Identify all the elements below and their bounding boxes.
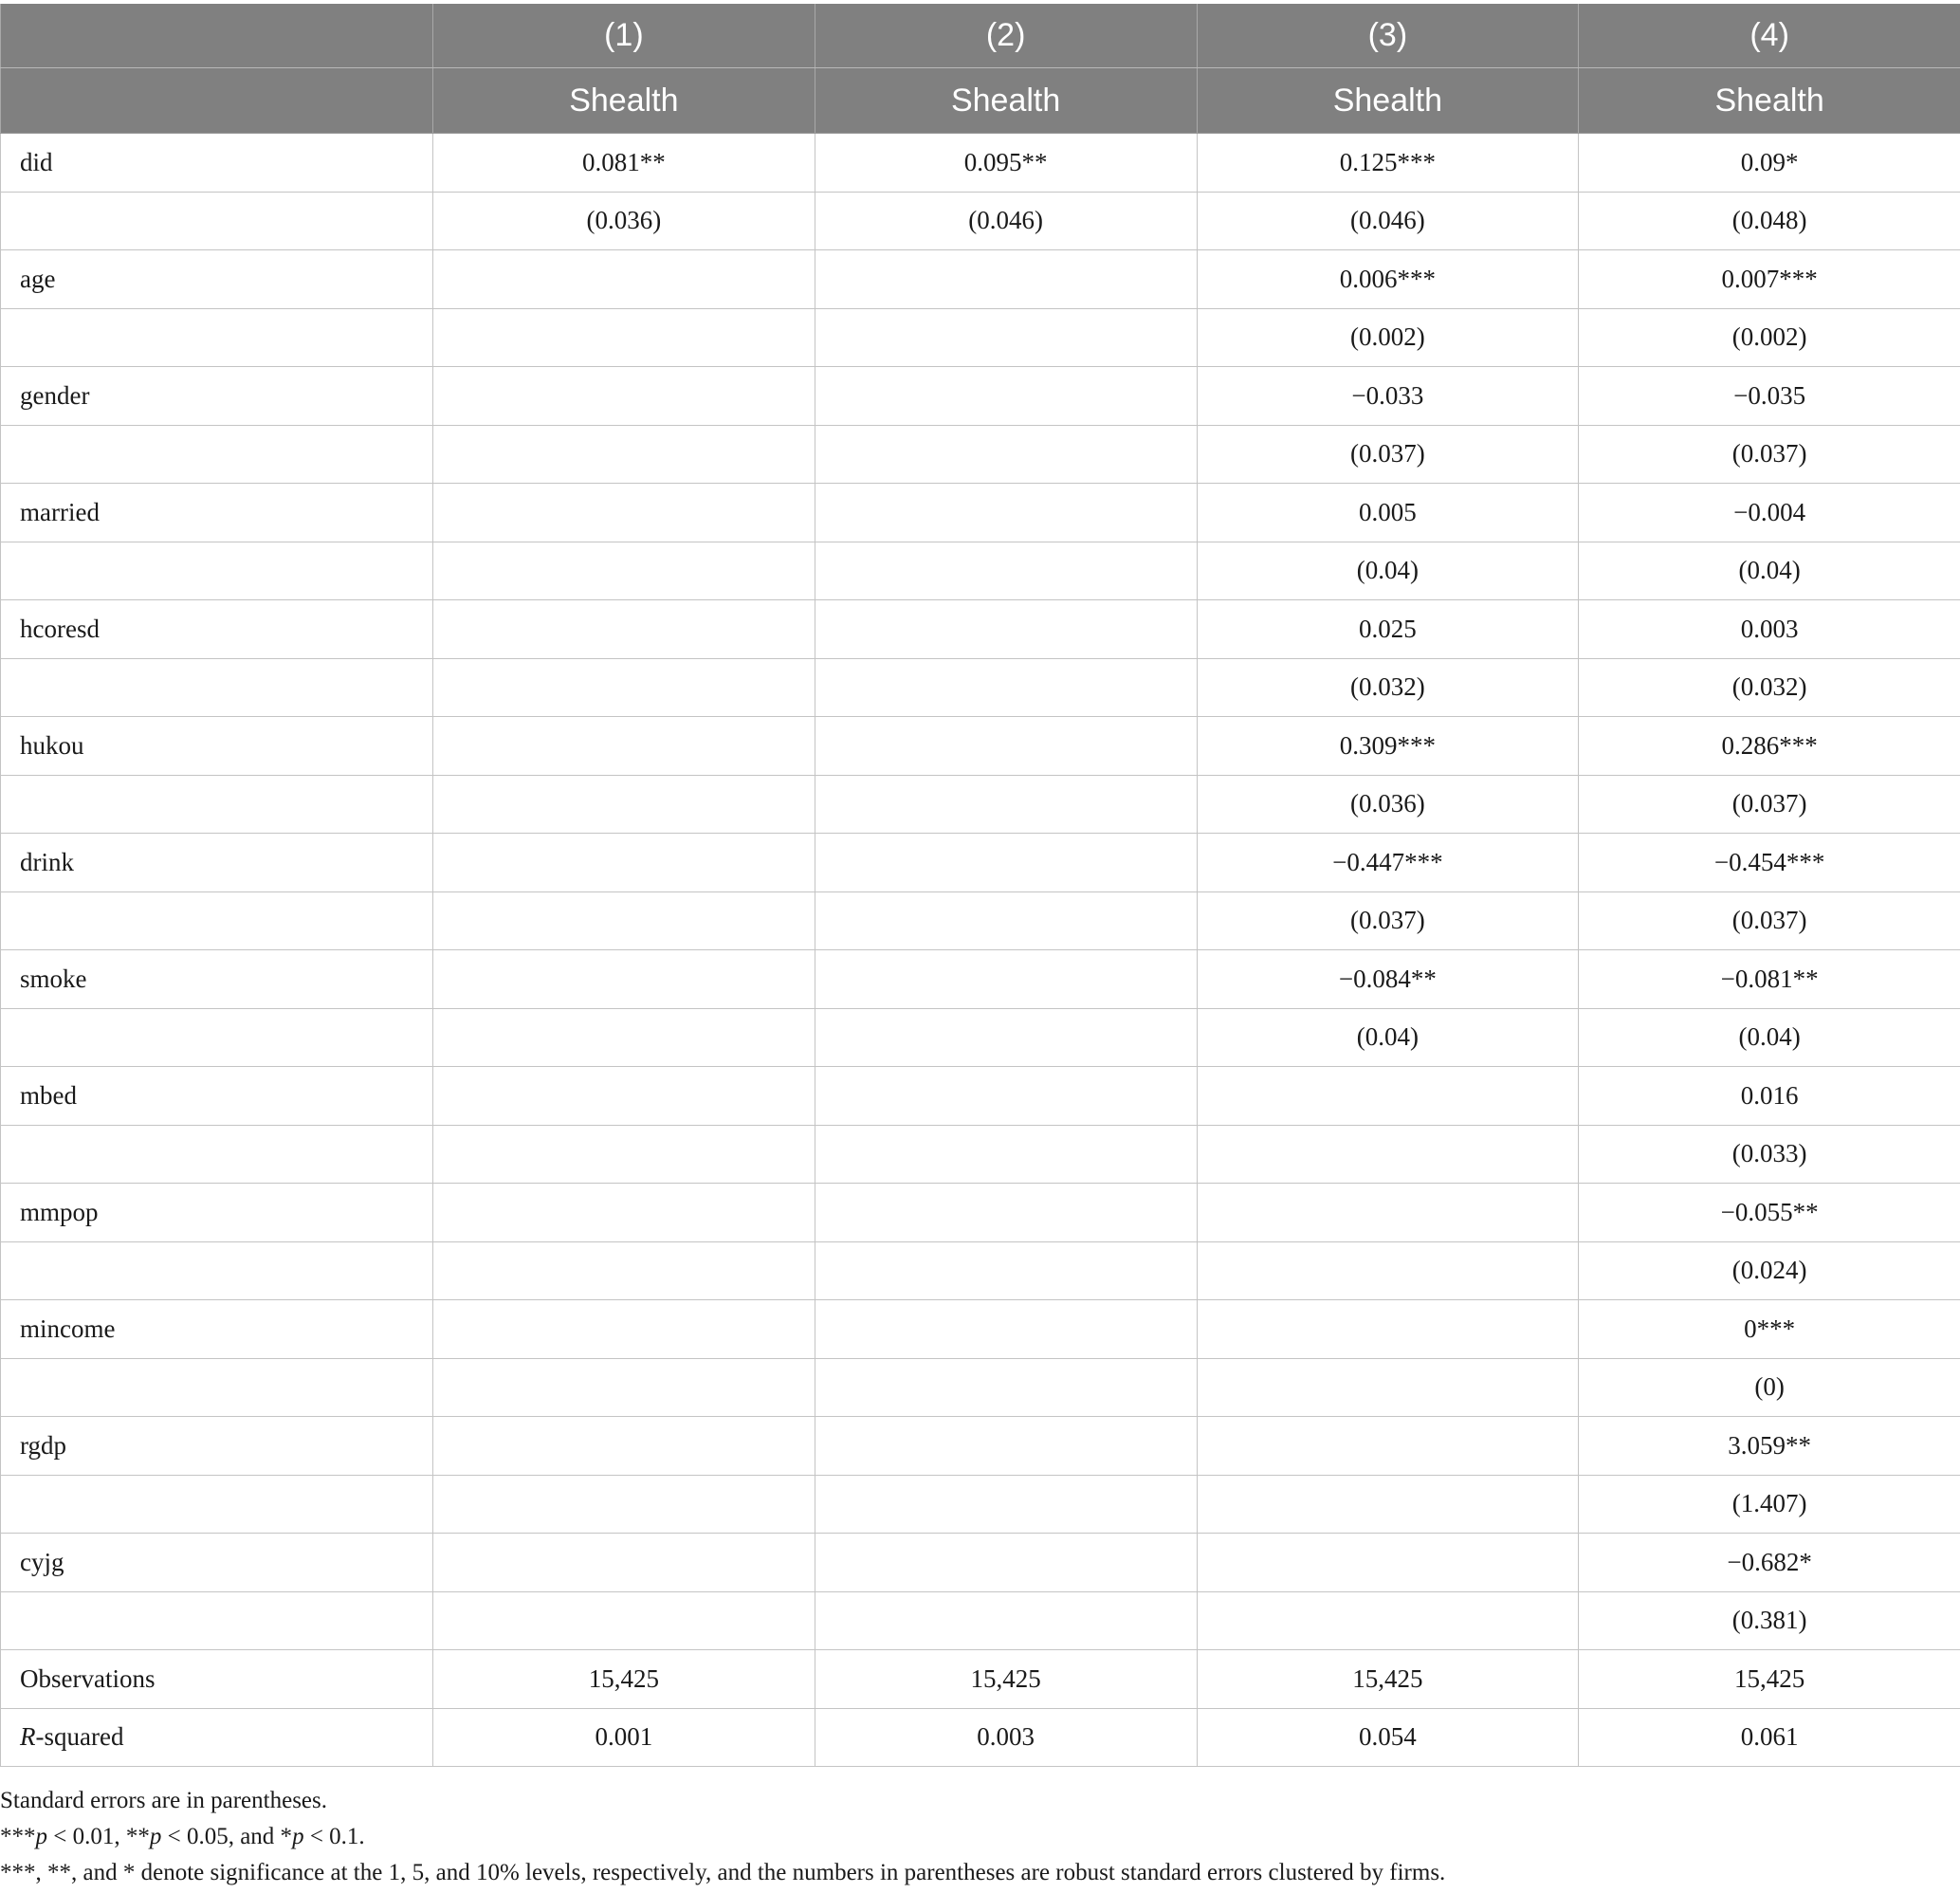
table-row — [1, 891, 1960, 950]
cell-value: 15,425 — [433, 1650, 815, 1709]
cell-value: (0.04) — [1579, 542, 1960, 600]
cell-value: −0.004 — [1579, 484, 1960, 542]
row-label: hukou — [1, 717, 433, 776]
cell-value: 15,425 — [815, 1650, 1197, 1709]
cell-value — [815, 1125, 1197, 1184]
cell-value: (0.002) — [1579, 308, 1960, 367]
cell-value — [815, 542, 1197, 600]
table-row — [1, 950, 1960, 1009]
cell-value: 0.286*** — [1579, 717, 1960, 776]
row-label — [1, 1125, 433, 1184]
cell-value — [815, 950, 1197, 1009]
table-row — [1, 1591, 1960, 1650]
cell-value — [433, 1067, 815, 1126]
footnote-clustering-note: ***, **, and * denote significance at the 1, 5, and 10% levels, respectively, and the numbers in parentheses are robust standard errors clustered by firms. — [0, 1860, 1446, 1885]
cell-value — [1197, 1241, 1579, 1300]
cell-value — [1197, 1534, 1579, 1592]
row-label — [1, 425, 433, 484]
table-row — [1, 1125, 1960, 1184]
header-corner-2 — [1, 68, 433, 134]
cell-value — [433, 425, 815, 484]
cell-value — [1197, 1300, 1579, 1359]
cell-value: (0.033) — [1579, 1125, 1960, 1184]
cell-value — [815, 308, 1197, 367]
row-label: mmpop — [1, 1184, 433, 1242]
row-label: smoke — [1, 950, 433, 1009]
cell-value — [815, 891, 1197, 950]
cell-value — [433, 1300, 815, 1359]
cell-value — [1197, 1125, 1579, 1184]
cell-value: −0.682* — [1579, 1534, 1960, 1592]
cell-value — [815, 717, 1197, 776]
cell-value: 0*** — [1579, 1300, 1960, 1359]
cell-value — [433, 1417, 815, 1476]
cell-value: (0) — [1579, 1358, 1960, 1417]
cell-value: −0.035 — [1579, 367, 1960, 426]
cell-value — [433, 891, 815, 950]
cell-value — [815, 425, 1197, 484]
cell-value: 0.001 — [433, 1708, 815, 1767]
cell-value: (0.032) — [1197, 658, 1579, 717]
table-row — [1, 134, 1960, 193]
cell-value — [433, 250, 815, 309]
row-label: mincome — [1, 1300, 433, 1359]
cell-value — [815, 600, 1197, 659]
cell-value: (0.037) — [1579, 891, 1960, 950]
cell-value — [815, 775, 1197, 834]
row-label — [1, 192, 433, 250]
header-row-dependent-variable — [1, 68, 1960, 134]
cell-value — [815, 834, 1197, 892]
cell-value — [433, 542, 815, 600]
cell-value: (0.036) — [433, 192, 815, 250]
row-label — [1, 1475, 433, 1534]
row-label: R-squared — [1, 1708, 433, 1767]
cell-value — [815, 1591, 1197, 1650]
cell-value: 0.003 — [815, 1708, 1197, 1767]
table-row — [1, 484, 1960, 542]
header-col-1: (1) — [433, 4, 815, 68]
table-row — [1, 192, 1960, 250]
cell-value: (0.032) — [1579, 658, 1960, 717]
table-row — [1, 1417, 1960, 1476]
regression-table — [0, 4, 1960, 1767]
cell-value: 3.059** — [1579, 1417, 1960, 1476]
cell-value: 0.09* — [1579, 134, 1960, 193]
table-row — [1, 425, 1960, 484]
row-label: hcoresd — [1, 600, 433, 659]
cell-value — [815, 1358, 1197, 1417]
header-col-2: (2) — [815, 4, 1197, 68]
row-label: age — [1, 250, 433, 309]
row-label: gender — [1, 367, 433, 426]
cell-value: 0.006*** — [1197, 250, 1579, 309]
cell-value — [815, 1300, 1197, 1359]
row-label — [1, 891, 433, 950]
cell-value — [433, 484, 815, 542]
header-row-model-numbers — [1, 4, 1960, 68]
table-row — [1, 658, 1960, 717]
cell-value — [433, 308, 815, 367]
cell-value — [433, 1358, 815, 1417]
cell-value — [815, 367, 1197, 426]
cell-value: 15,425 — [1197, 1650, 1579, 1709]
cell-value: 0.125*** — [1197, 134, 1579, 193]
cell-value: (0.037) — [1579, 775, 1960, 834]
row-label: rgdp — [1, 1417, 433, 1476]
cell-value — [433, 1125, 815, 1184]
row-label: drink — [1, 834, 433, 892]
row-label — [1, 542, 433, 600]
cell-value: (0.037) — [1197, 891, 1579, 950]
header-col-3: (3) — [1197, 4, 1579, 68]
cell-value — [433, 1008, 815, 1067]
cell-value: 0.025 — [1197, 600, 1579, 659]
cell-value: (0.381) — [1579, 1591, 1960, 1650]
row-label — [1, 308, 433, 367]
header-col-4: (4) — [1579, 4, 1960, 68]
cell-value: (0.04) — [1197, 1008, 1579, 1067]
cell-value: (0.04) — [1579, 1008, 1960, 1067]
header-depvar-3: Shealth — [1197, 68, 1579, 134]
row-label: cyjg — [1, 1534, 433, 1592]
cell-value — [815, 250, 1197, 309]
cell-value — [815, 658, 1197, 717]
cell-value — [433, 1241, 815, 1300]
cell-value: 0.005 — [1197, 484, 1579, 542]
table-row — [1, 250, 1960, 309]
cell-value: (0.024) — [1579, 1241, 1960, 1300]
table-row — [1, 542, 1960, 600]
cell-value — [1197, 1417, 1579, 1476]
cell-value — [815, 1475, 1197, 1534]
footnote-standard-errors: Standard errors are in parentheses. — [0, 1788, 327, 1813]
cell-value — [433, 1475, 815, 1534]
row-label — [1, 658, 433, 717]
table-body — [1, 134, 1960, 1767]
cell-value — [1197, 1475, 1579, 1534]
cell-value: 0.309*** — [1197, 717, 1579, 776]
row-label — [1, 1241, 433, 1300]
table-row — [1, 1008, 1960, 1067]
cell-value — [433, 775, 815, 834]
cell-value: 0.007*** — [1579, 250, 1960, 309]
table-row — [1, 1475, 1960, 1534]
table-row — [1, 1241, 1960, 1300]
cell-value: −0.033 — [1197, 367, 1579, 426]
table-row — [1, 1300, 1960, 1359]
cell-value: (0.036) — [1197, 775, 1579, 834]
cell-value: 0.061 — [1579, 1708, 1960, 1767]
cell-value — [433, 658, 815, 717]
cell-value: −0.454*** — [1579, 834, 1960, 892]
cell-value: (1.407) — [1579, 1475, 1960, 1534]
table-row — [1, 717, 1960, 776]
cell-value — [1197, 1184, 1579, 1242]
cell-value: 0.016 — [1579, 1067, 1960, 1126]
cell-value — [815, 1184, 1197, 1242]
cell-value — [433, 600, 815, 659]
table-header — [1, 4, 1960, 134]
cell-value — [815, 1417, 1197, 1476]
cell-value — [433, 717, 815, 776]
header-depvar-4: Shealth — [1579, 68, 1960, 134]
row-label — [1, 1358, 433, 1417]
cell-value: (0.037) — [1579, 425, 1960, 484]
cell-value — [1197, 1358, 1579, 1417]
cell-value: −0.081** — [1579, 950, 1960, 1009]
cell-value — [1197, 1067, 1579, 1126]
table-footnotes — [0, 1783, 1960, 1891]
cell-value — [815, 1067, 1197, 1126]
cell-value: 0.003 — [1579, 600, 1960, 659]
cell-value: (0.048) — [1579, 192, 1960, 250]
row-label: Observations — [1, 1650, 433, 1709]
row-label — [1, 1008, 433, 1067]
cell-value — [815, 1241, 1197, 1300]
row-label — [1, 775, 433, 834]
row-label: did — [1, 134, 433, 193]
row-label — [1, 1591, 433, 1650]
table-row — [1, 1358, 1960, 1417]
table-row-r-squared — [1, 1708, 1960, 1767]
cell-value — [815, 1534, 1197, 1592]
cell-value: (0.002) — [1197, 308, 1579, 367]
cell-value — [815, 1008, 1197, 1067]
table-row — [1, 367, 1960, 426]
cell-value — [433, 1591, 815, 1650]
cell-value — [1197, 1591, 1579, 1650]
header-corner — [1, 4, 433, 68]
cell-value — [815, 484, 1197, 542]
table-row — [1, 600, 1960, 659]
cell-value: (0.046) — [1197, 192, 1579, 250]
table-row — [1, 308, 1960, 367]
table-row — [1, 1184, 1960, 1242]
table-row — [1, 775, 1960, 834]
cell-value: 15,425 — [1579, 1650, 1960, 1709]
cell-value: −0.084** — [1197, 950, 1579, 1009]
cell-value: (0.037) — [1197, 425, 1579, 484]
table-row — [1, 1534, 1960, 1592]
row-label: mbed — [1, 1067, 433, 1126]
header-depvar-2: Shealth — [815, 68, 1197, 134]
cell-value: 0.054 — [1197, 1708, 1579, 1767]
cell-value: (0.04) — [1197, 542, 1579, 600]
table-row — [1, 1067, 1960, 1126]
table-row — [1, 1650, 1960, 1709]
footnote-significance-levels: ***p < 0.01, **p < 0.05, and *p < 0.1. — [0, 1824, 365, 1849]
cell-value: 0.081** — [433, 134, 815, 193]
cell-value: 0.095** — [815, 134, 1197, 193]
cell-value — [433, 1184, 815, 1242]
cell-value — [433, 367, 815, 426]
cell-value: −0.447*** — [1197, 834, 1579, 892]
cell-value: −0.055** — [1579, 1184, 1960, 1242]
header-depvar-1: Shealth — [433, 68, 815, 134]
cell-value — [433, 1534, 815, 1592]
cell-value — [433, 834, 815, 892]
table-row — [1, 834, 1960, 892]
cell-value — [433, 950, 815, 1009]
cell-value: (0.046) — [815, 192, 1197, 250]
row-label: married — [1, 484, 433, 542]
